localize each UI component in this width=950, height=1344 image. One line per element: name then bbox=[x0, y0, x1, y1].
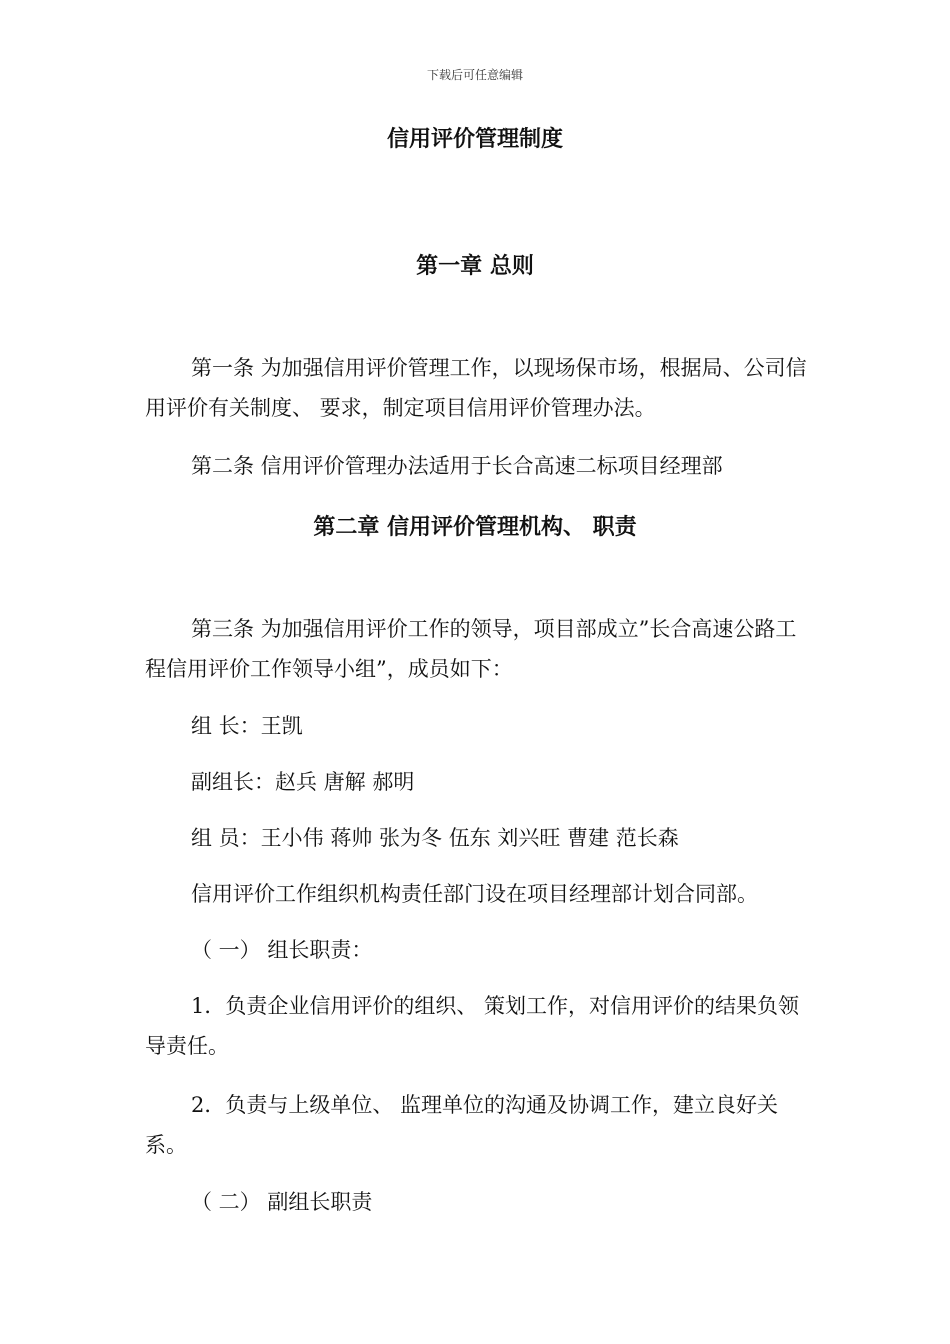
responsible-department: 信用评价工作组织机构责任部门设在项目经理部计划合同部。 bbox=[191, 882, 758, 906]
section-2-heading: （ 二） 副组长职责 bbox=[191, 1190, 373, 1214]
article-2: 第二条 信用评价管理办法适用于长合高速二标项目经理部 bbox=[191, 454, 723, 478]
leader-line: 组 长：王凯 bbox=[191, 714, 303, 738]
chapter-2-heading: 第二章 信用评价管理机构、 职责 bbox=[313, 515, 637, 540]
document-title: 信用评价管理制度 bbox=[386, 127, 563, 152]
section-1-item-2: 2．负责与上级单位、 监理单位的沟通及协调工作，建立良好关系。 bbox=[145, 1093, 779, 1157]
article-1: 第一条 为加强信用评价管理工作，以现场保市场，根据局、公司信用评价有关制度、 要求，制定项目信用评价管理办法。 bbox=[145, 356, 807, 420]
members-line: 组 员：王小伟 蒋帅 张为冬 伍东 刘兴旺 曹建 范长森 bbox=[191, 826, 679, 850]
article-3: 第三条 为加强信用评价工作的领导，项目部成立”长合高速公路工程信用评价工作领导小组”，成员如下： bbox=[145, 617, 797, 681]
chapter-1-heading: 第一章 总则 bbox=[416, 254, 534, 279]
section-1-item-1: 1．负责企业信用评价的组织、 策划工作，对信用评价的结果负领导责任。 bbox=[145, 994, 800, 1058]
deputy-leader-line: 副组长：赵兵 唐解 郝明 bbox=[191, 770, 415, 794]
section-1-heading: （ 一） 组长职责： bbox=[191, 938, 373, 962]
header-note: 下载后可任意编辑 bbox=[426, 68, 523, 82]
